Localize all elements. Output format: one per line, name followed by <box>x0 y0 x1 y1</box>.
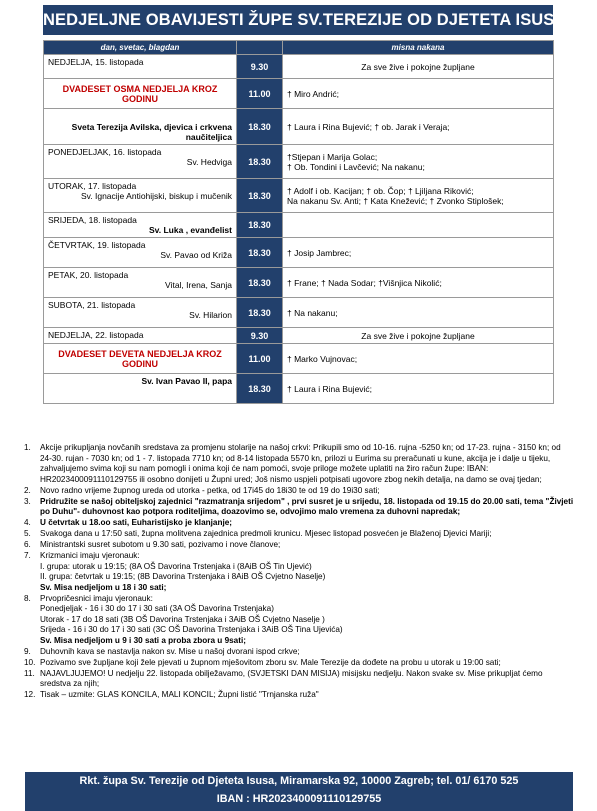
mass-time: 18.30 <box>237 374 283 404</box>
announcement-number: 4. <box>24 518 31 527</box>
day-cell <box>44 238 237 268</box>
mass-time: 18.30 <box>237 109 283 145</box>
mass-intention: †Stjepan i Marija Golac; † Ob. Tondini i Lavčević; Na nakanu; <box>283 145 554 179</box>
announcement-number: 1. <box>24 443 31 452</box>
announcement-number: 6. <box>24 540 31 549</box>
announcement-item <box>14 486 574 497</box>
mass-intention: † Frane; † Nada Sodar; †Višnjica Nikolić; <box>283 268 554 298</box>
announcement-subitem: I. grupa: utorak u 19:15; (8A OŠ Davorina Trstenjaka i (8AiB OŠ Tin Ujević) <box>40 561 312 571</box>
day-cell <box>44 145 237 179</box>
mass-time: 11.00 <box>237 79 283 109</box>
mass-intention: † Adolf i ob. Kacijan; † ob. Čop; † Ljiljana Riković; Na nakanu Sv. Anti; † Kata Knežević; † Zvonko Stiplošek; <box>283 179 554 213</box>
mass-time: 18.30 <box>237 298 283 328</box>
announcement-item <box>14 647 574 658</box>
announcement-text: Pozivamo sve župljane koji žele pjevati u župnom mješovitom zboru sv. Male Terezije da dođete na probu u utorak u 19:00 sati; <box>40 657 501 667</box>
header-day: dan, svetac, blagdan <box>44 41 237 55</box>
announcement-number: 5. <box>24 529 31 538</box>
mass-intention: † Laura i Rina Bujević; <box>283 374 554 404</box>
header-intention: misna nakana <box>283 41 554 55</box>
day-cell <box>44 55 237 79</box>
announcement-subitem: Sv. Misa nedjeljom u 18 i 30 sati; <box>40 582 167 592</box>
announcement-text: Pridružite se našoj obiteljskoj zajednici "razmatranja srijedom" , prvi susret je u srijedu, 18. listopada od 19.15 do 20.00 sati, tema "Živjeti po Duhu"- duhovnost kao potpora roditeljima, doazovimo se, odvojimo malo vremena za duhovni napredak; <box>40 496 574 516</box>
announcement-text: Novo radno vrijeme župnog ureda od utorka - petka, od 17i45 do 18i30 te od 19 do 19i30 sati; <box>40 485 380 495</box>
day-saint: Sv. Luka , evanđelist <box>149 225 232 235</box>
announcement-number: 3. <box>24 496 31 506</box>
mass-intention <box>283 213 554 238</box>
page-title: NEDJELJNE OBAVIJESTI ŽUPE SV.TEREZIJE OD DJETETA ISUSA <box>43 5 553 35</box>
mass-time: 11.00 <box>237 344 283 374</box>
header-time <box>237 41 283 55</box>
announcement-subitem: Utorak - 17 do 18 sati (3B OŠ Davorina Trstenjaka i 3AiB OŠ Cvjetno Naselje ) <box>40 614 325 624</box>
announcement-text: Duhovnih kava se nastavlja nakon sv. Mise u našoj dvorani ispod crkve; <box>40 646 300 656</box>
sunday-title: DVADESET DEVETA NEDJELJA KROZ GODINU <box>58 348 222 369</box>
day-date: PONEDJELJAK, 16. listopada <box>48 147 162 157</box>
announcements-list <box>14 443 574 701</box>
day-cell <box>44 298 237 328</box>
announcement-text: NAJAVLJUJEMO! U nedjelju 22. listopada obilježavamo, (SVJETSKI DAN MISIJA) misijsku nedjelju. Nakon svake sv. Mise prikupljat ćemo sredstva za njih; <box>40 668 543 688</box>
day-date: UTORAK, 17. listopada <box>48 181 137 191</box>
announcement-text: Ministrantski susret subotom u 9.30 sati, pozivamo i nove članove; <box>40 540 281 549</box>
mass-intention: † Na nakanu; <box>283 298 554 328</box>
mass-time: 9.30 <box>237 55 283 79</box>
schedule-row <box>44 213 554 238</box>
schedule-row <box>44 328 554 344</box>
day-saint: Sv. Hilarion <box>189 310 232 320</box>
day-date: SUBOTA, 21. listopada <box>48 300 136 310</box>
day-cell <box>44 109 237 145</box>
mass-intention: Za sve žive i pokojne župljane <box>283 55 554 79</box>
announcement-item <box>14 443 574 485</box>
announcement-text: Krizmanici imaju vjeronauk: <box>40 551 140 560</box>
parish-footer <box>25 772 573 811</box>
day-cell <box>44 79 237 109</box>
day-date: ČETVRTAK, 19. listopada <box>48 240 146 250</box>
announcement-item <box>14 518 574 529</box>
announcement-text: Akcije prikupljanja novčanih sredstava za promjenu stolarije na našoj crkvi: Prikupili smo od 10-16. rujna -5250 kn; od 17-23. rujna - 3150 kn; od 24-30. rujan - 7030 kn; od 1 - 7. listopada 7710 kn; od 8-14 listopada 5570 kn, prilozi u Eurima su preračunati u kune, akcija je i dalje u tijeku, zahvaljujemo svima koji su nam pomogli i onima koji će nam pomoći, svoje priloge možete uplatiti na žiro račun župe: IBAN: HR2023400091110129755 ili osobno donijeti u Župni ured; Još nismo uspjeli potpisati ugovore zbog nekih detalja, na damo se ovaj tjedan; <box>40 443 561 484</box>
day-date: NEDJELJA, 15. listopada <box>48 57 144 67</box>
announcement-text: U četvrtak u 18.oo sati, Euharistijsko je klanjanje; <box>40 518 233 527</box>
day-cell <box>44 344 237 374</box>
day-saint: Sv. Hedviga <box>186 157 232 167</box>
day-saint: Sv. Pavao od Križa <box>160 250 232 260</box>
announcement-text: Prvopričesnici imaju vjeronauk: <box>40 593 153 603</box>
announcement-number: 8. <box>24 593 31 603</box>
schedule-row <box>44 298 554 328</box>
mass-time: 18.30 <box>237 179 283 213</box>
day-saint: Sv. Ivan Pavao II, papa <box>141 376 232 386</box>
day-cell <box>44 328 237 344</box>
announcement-number: 10. <box>24 657 36 667</box>
schedule-row <box>44 55 554 79</box>
day-cell <box>44 213 237 238</box>
announcement-item <box>14 551 574 593</box>
mass-schedule-table <box>43 40 554 404</box>
day-date: PETAK, 20. listopada <box>48 270 129 280</box>
announcement-item <box>14 497 574 518</box>
footer-iban: IBAN : HR2023400091110129755 <box>216 793 382 805</box>
day-date: NEDJELJA, 22. listopada <box>48 330 144 340</box>
schedule-row <box>44 79 554 109</box>
mass-intention: † Marko Vujnovac; <box>283 344 554 374</box>
announcement-text: Svakoga dana u 17:50 sati, župna molitvena zajednica predmoli krunicu. Mjesec listopad posvećen je Blaženoj Djevici Mariji; <box>40 529 492 538</box>
announcement-number: 7. <box>24 551 31 560</box>
announcement-item <box>14 669 574 690</box>
announcement-number: 11. <box>24 668 35 678</box>
announcement-item <box>14 540 574 551</box>
mass-intention: † Miro Andrić; <box>283 79 554 109</box>
announcement-number: 2. <box>24 485 31 495</box>
announcement-subitem: Srijeda - 16 i 30 do 17 i 30 sati (3C OŠ Davorina Trstenjaka i 3AiB OŠ Tina Ujevića) <box>40 625 343 634</box>
mass-time: 18.30 <box>237 238 283 268</box>
announcement-number: 9. <box>24 646 31 656</box>
day-saint: Sveta Terezija Avilska, djevica i crkvena naučiteljica <box>71 122 232 142</box>
day-date: SRIJEDA, 18. listopada <box>48 215 137 225</box>
schedule-row <box>44 179 554 213</box>
announcement-item <box>14 529 574 540</box>
announcement-item <box>14 658 574 669</box>
day-saint: Sv. Ignacije Antiohijski, biskup i mučenik <box>80 191 232 201</box>
schedule-row <box>44 374 554 404</box>
mass-time: 18.30 <box>237 213 283 238</box>
day-cell <box>44 374 237 404</box>
schedule-row <box>44 109 554 145</box>
schedule-row <box>44 238 554 268</box>
mass-time: 18.30 <box>237 145 283 179</box>
mass-intention: † Laura i Rina Bujević; † ob. Jarak i Veraja; <box>283 109 554 145</box>
day-cell <box>44 179 237 213</box>
schedule-row <box>44 344 554 374</box>
mass-intention: Za sve žive i pokojne župljane <box>283 328 554 344</box>
day-saint: Vital, Irena, Sanja <box>165 280 232 290</box>
announcement-item <box>14 594 574 647</box>
announcement-text: Tisak – uzmite: GLAS KONCILA, MALI KONCIL; Župni listić "Trnjanska ruža" <box>40 690 319 699</box>
announcement-subitem: II. grupa: četvrtak u 19:15; (8B Davorina Trstenjaka i 8AiB OŠ Cvjetno Naselje) <box>40 572 326 581</box>
announcement-subitem: Ponedjeljak - 16 i 30 do 17 i 30 sati (3A OŠ Davorina Trstenjaka) <box>40 604 274 613</box>
mass-intention: † Josip Jambrec; <box>283 238 554 268</box>
announcement-subitem: Sv. Misa nedjeljom u 9 i 30 sati a proba zbora u 9sati; <box>40 635 246 645</box>
footer-address: Rkt. župa Sv. Terezije od Djeteta Isusa, Miramarska 92, 10000 Zagreb; tel. 01/ 6170 525 <box>79 775 519 787</box>
schedule-row <box>44 268 554 298</box>
announcement-item <box>14 690 574 701</box>
mass-time: 9.30 <box>237 328 283 344</box>
mass-time: 18.30 <box>237 268 283 298</box>
day-cell <box>44 268 237 298</box>
announcement-number: 12. <box>24 690 36 699</box>
schedule-row <box>44 145 554 179</box>
sunday-title: DVADESET OSMA NEDJELJA KROZ GODINU <box>62 83 218 104</box>
